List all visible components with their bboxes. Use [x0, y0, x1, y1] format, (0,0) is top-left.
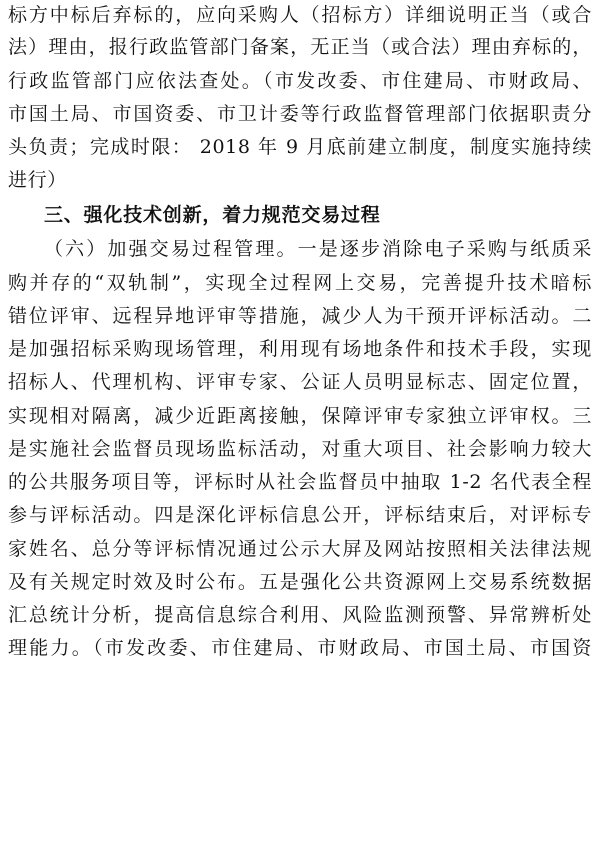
paragraph2-line-9: 参与评标活动。四是深化评标信息公开，评标结束后，对评标专: [8, 504, 592, 526]
paragraph2-line-1: （六）加强交易过程管理。一是逐步消除电子采购与纸质采: [44, 238, 592, 260]
paragraph2-line-2: 购并存的“双轨制”，实现全过程网上交易，完善提升技术暗标: [8, 272, 592, 294]
paragraph2-line-7: 是实施社会监督员现场监标活动，对重大项目、社会影响力较大: [8, 438, 592, 460]
paragraph2-line-8: 的公共服务项目等，评标时从社会监督员中抽取 1-2 名代表全程: [8, 471, 592, 493]
paragraph2-line-6: 实现相对隔离，减少近距离接触，保障评审专家独立评审权。三: [8, 405, 592, 427]
paragraph2-line-11: 及有关规定时效及时公布。五是强化公共资源网上交易系统数据: [8, 571, 592, 593]
section-heading: 三、强化技术创新，着力规范交易过程: [44, 204, 381, 226]
paragraph1-line-5: 头负责；完成时限： 2018 年 9 月底前建立制度，制度实施持续: [8, 136, 592, 158]
paragraph1-line-2: 法）理由，报行政监管部门备案，无正当（或合法）理由弃标的，: [8, 36, 592, 58]
paragraph1-line-4: 市国土局、市国资委、市卫计委等行政监督管理部门依据职责分: [8, 103, 592, 125]
paragraph1-line-1: 标方中标后弃标的，应向采购人（招标方）详细说明正当（或合: [8, 4, 592, 26]
paragraph2-line-4: 是加强招标采购现场管理，利用现有场地条件和技术手段，实现: [8, 338, 592, 360]
paragraph2-line-13: 理能力。（市发改委、市住建局、市财政局、市国土局、市国资: [8, 637, 592, 659]
paragraph1-line-6: 进行）: [8, 169, 67, 191]
paragraph2-line-10: 家姓名、总分等评标情况通过公示大屏及网站按照相关法律法规: [8, 538, 592, 560]
paragraph2-line-12: 汇总统计分析，提高信息综合利用、风险监测预警、异常辨析处: [8, 604, 592, 626]
paragraph1-line-3: 行政监管部门应依法查处。（市发改委、市住建局、市财政局、: [8, 70, 592, 92]
paragraph2-line-5: 招标人、代理机构、评审专家、公证人员明显标志、固定位置，: [8, 371, 592, 393]
paragraph2-line-3: 错位评审、远程异地评审等措施，减少人为干预开评标活动。二: [8, 305, 592, 327]
